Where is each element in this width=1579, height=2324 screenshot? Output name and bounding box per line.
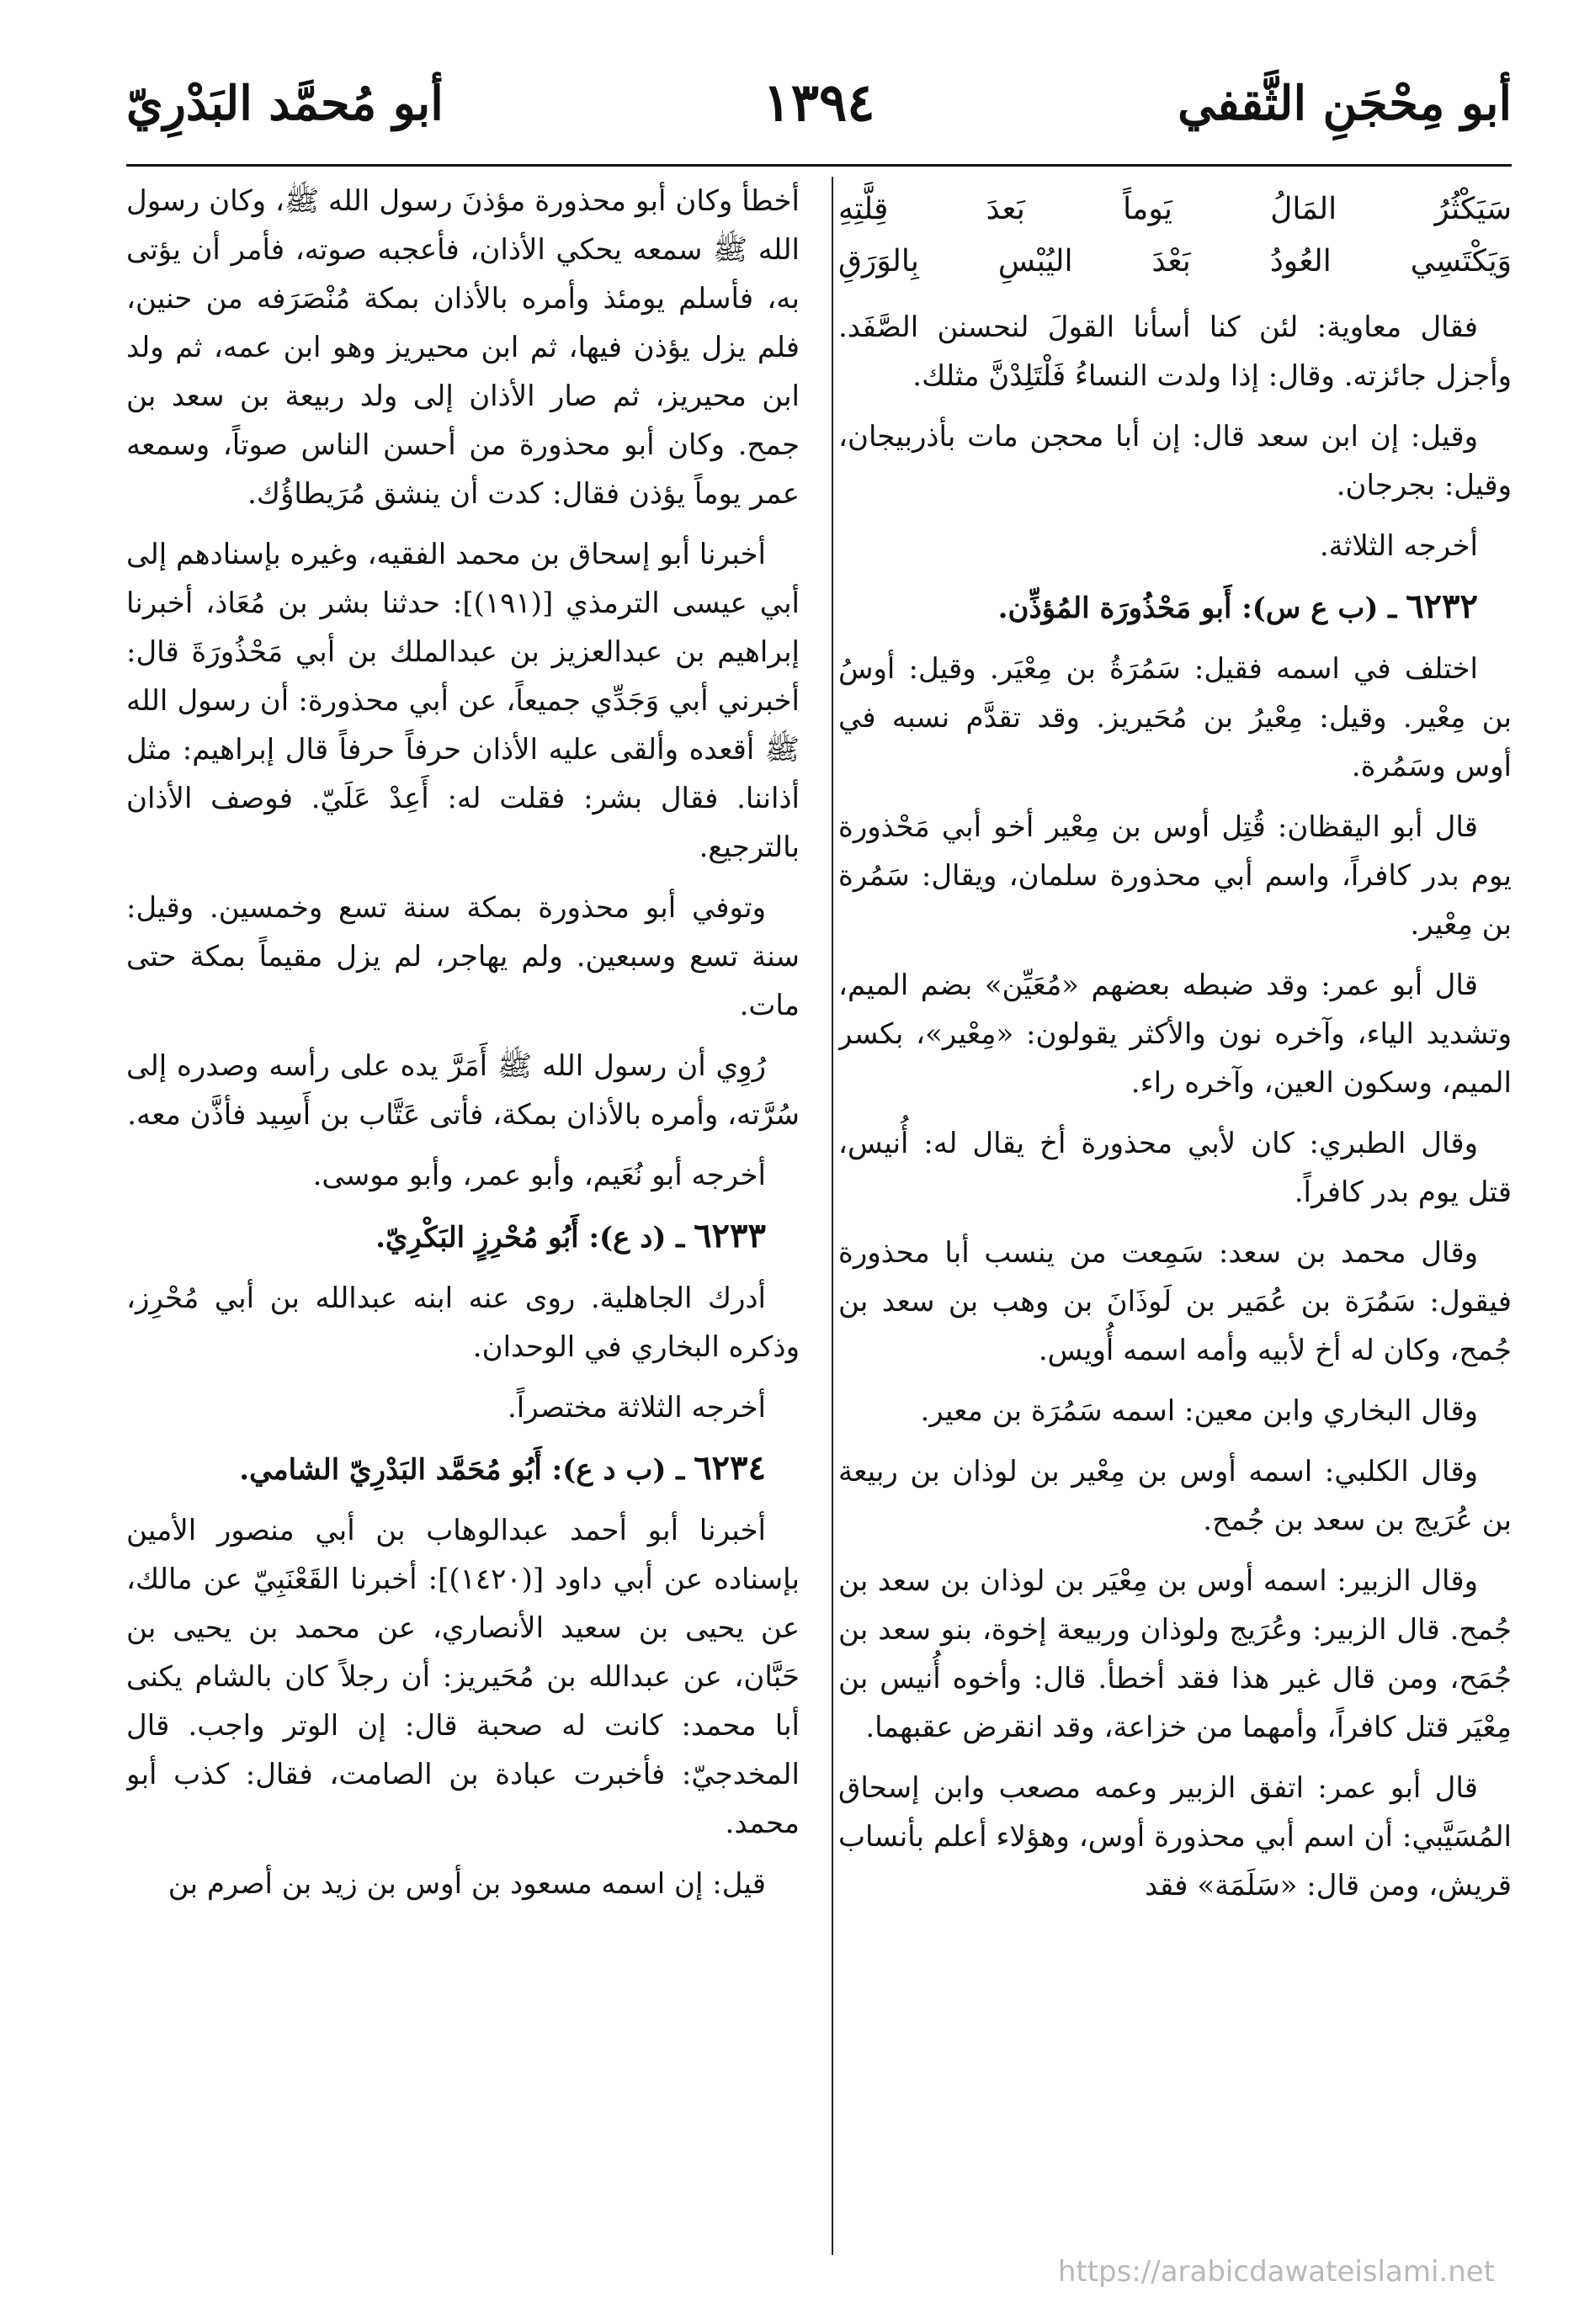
poem-verse (838, 183, 1512, 288)
entry-heading (838, 582, 1512, 633)
paragraph: وقال البخاري وابن معين: اسمه سَمُرَة بن معير. (920, 1394, 1478, 1428)
paragraph: رُوِي أن رسول الله ﷺ أَمَرَّ يده على رأسه وصدره إلى سُرَّته، وأمره بالأذان بمكة، فأتى عَتَّاب بن أَسِيد فأذَّن معه. (126, 1049, 800, 1132)
entry-number: ٦٢٣٣ (694, 1216, 766, 1255)
page-header (126, 59, 1512, 177)
paragraph: قال أبو عمر: وقد ضبطه بعضهم «مُعَيِّن» بضم الميم، وتشديد الياء، وآخره نون والأكثر يقولون: «مِعْير»، بكسر الميم، وسكون العين، وآخره راء. (838, 968, 1512, 1100)
running-title-left: أبو مُحمَّد البَدْرِيّ (126, 76, 444, 131)
entry-title: ـ (د ع): أَبُو مُحْرِزٍ البَكْرِيّ. (375, 1221, 685, 1255)
left-column (126, 177, 800, 2255)
entry-heading (126, 1444, 800, 1494)
paragraph: قال أبو اليقظان: قُتِل أوس بن مِعْير أخو أبي مَحْذورة يوم بدر كافراً، واسم أبي محذورة سلمان، ويقال: سَمُرة بن مِعْير. (838, 810, 1512, 942)
paragraph: وقال الكلبي: اسمه أوس بن مِعْير بن لوذان بن ربيعة بن عُرَيج بن سعد بن جُمح. (838, 1455, 1512, 1537)
paragraph: أخطأ وكان أبو محذورة مؤذنَ رسول الله ﷺ، وكان رسول الله ﷺ سمعه يحكي الأذان، فأعجبه صوته، فأمر أن يؤتى به، فأسلم يومئذ وأمره بالأذان بمكة مُنْصَرَفه من حنين، فلم يزل يؤذن فيها، ثم ابن محيريز وهو ابن عمه، ثم ولد ابن محيريز، ثم صار الأذان إلى ولد ربيعة بن سعد بن جمح. وكان أبو محذورة من أحسن الناس صوتاً، وسمعه عمر يوماً يؤذن فقال: كدت أن ينشق مُرَيطاؤُك. (126, 184, 800, 511)
watermark-url: https://arabicdawateislami.net (1057, 2255, 1495, 2289)
paragraph: أخبرنا أبو إسحاق بن محمد الفقيه، وغيره بإسنادهم إلى أبي عيسى الترمذي [(١٩١)]: حدثنا بشر بن مُعَاذ، أخبرنا إبراهيم بن عبدالعزيز بن عبدالملك بن أبي مَحْذُورَةَ قال: أخبرني أبي وَجَدِّي جميعاً، عن أبي محذورة: أن رسول الله ﷺ أقعده وألقى عليه الأذان حرفاً حرفاً قال إبراهيم: مثل أذاننا. فقال بشر: فقلت له: أَعِدْ عَلَيّ. فوصف الأذان بالترجيع. (126, 538, 800, 864)
verse-line: سَيَكْثُرُ المَالُ يَوماً بَعدَ قِلَّتِهِ (838, 192, 1512, 226)
paragraph: فقال معاوية: لئن كنا أسأنا القولَ لنحسنن الصَّفَد. وأجزل جائزته. وقال: إذا ولدت النساءُ فَلْتَلِدْنَّ مثلك. (838, 310, 1512, 393)
paragraph: قيل: إن اسمه مسعود بن أوس بن زيد بن أصرم بن (167, 1867, 766, 1901)
entry-number: ٦٢٣٢ (1406, 586, 1478, 626)
paragraph: وقال محمد بن سعد: سَمِعت من ينسب أبا محذورة فيقول: سَمُرَة بن عُمَير بن لَوذَانَ بن وهب بن سعد بن جُمح، وكان له أخ لأبيه وأمه اسمه أُويس. (838, 1236, 1512, 1367)
paragraph: أخرجه الثلاثة مختصراً. (507, 1391, 766, 1425)
entry-number: ٦٢٣٤ (694, 1448, 766, 1488)
column-divider (832, 177, 833, 2255)
paragraph: اختلف في اسمه فقيل: سَمُرَةُ بن مِعْيَر. وقيل: أوسُ بن مِعْير. وقيل: مِعْيرُ بن مُحَيريز. وقد تقدَّم نسبه في أوس وسَمُرة. (838, 652, 1512, 783)
paragraph: أدرك الجاهلية. روى عنه ابنه عبدالله بن أبي مُحْرِز، وذكره البخاري في الوحدان. (126, 1281, 800, 1364)
entry-title: ـ (ب د ع): أَبُو مُحَمَّد البَدْرِيّ الشامي. (239, 1453, 685, 1487)
entry-heading (126, 1212, 800, 1262)
paragraph: أخرجه أبو نُعَيم، وأبو عمر، وأبو موسى. (312, 1159, 766, 1192)
header-rule (126, 164, 1512, 167)
entry-title: ـ (ب ع س): أَبو مَحْذُورَة المُؤذِّن. (997, 592, 1397, 625)
paragraph: وقيل: إن ابن سعد قال: إن أبا محجن مات بأذربيجان، وقيل: بجرجان. (838, 420, 1512, 502)
running-title-right: أبو مِحْجَنِ الثَّقفي (1178, 76, 1512, 131)
page-number: ١٣٩٤ (763, 72, 875, 133)
paragraph: أخبرنا أبو أحمد عبدالوهاب بن أبي منصور الأمين بإسناده عن أبي داود [(١٤٢٠)]: أخبرنا القَعْنَبِيّ عن مالك، عن يحيى بن سعيد الأنصاري، عن محمد بن يحيى بن حَبَّان، عن عبدالله بن مُحَيريز: أن رجلاً كان بالشام يكنى أبا محمد: كانت له صحبة قال: إن الوتر واجب. قال المخدجيّ: فأخبرت عبادة بن الصامت، فقال: كذب أبو محمد. (126, 1514, 800, 1840)
paragraph: قال أبو عمر: اتفق الزبير وعمه مصعب وابن إسحاق المُسَيَّبي: أن اسم أبي محذورة أوس، وهؤلاء أعلم بأنساب قريش، ومن قال: «سَلَمَة» فقد (838, 1771, 1512, 1902)
paragraph: أخرجه الثلاثة. (1319, 529, 1478, 563)
paragraph: وقال الطبري: كان لأبي محذورة أخ يقال له: أُنيس، قتل يوم بدر كافراً. (838, 1127, 1512, 1209)
paragraph: وقال الزبير: اسمه أوس بن مِعْيَر بن لوذان بن سعد بن جُمح. قال الزبير: وعُرَيج ولوذان وربيعة إخوة، بنو سعد بن جُمَح، ومن قال غير هذا فقد أخطأ. قال: وأخوه أُنيس بن مِعْيَر قتل كافراً، وأمهما من خزاعة، وقد انقرض عقبهما. (838, 1564, 1512, 1744)
paragraph: وتوفي أبو محذورة بمكة سنة تسع وخمسين. وقيل: سنة تسع وسبعين. ولم يهاجر، لم يزل مقيماً بمكة حتى مات. (126, 891, 800, 1022)
verse-line: وَيَكْتَسِي العُودُ بَعْدَ اليُبْسِ بِالوَرَقِ (838, 244, 1512, 279)
right-column (838, 177, 1512, 2255)
